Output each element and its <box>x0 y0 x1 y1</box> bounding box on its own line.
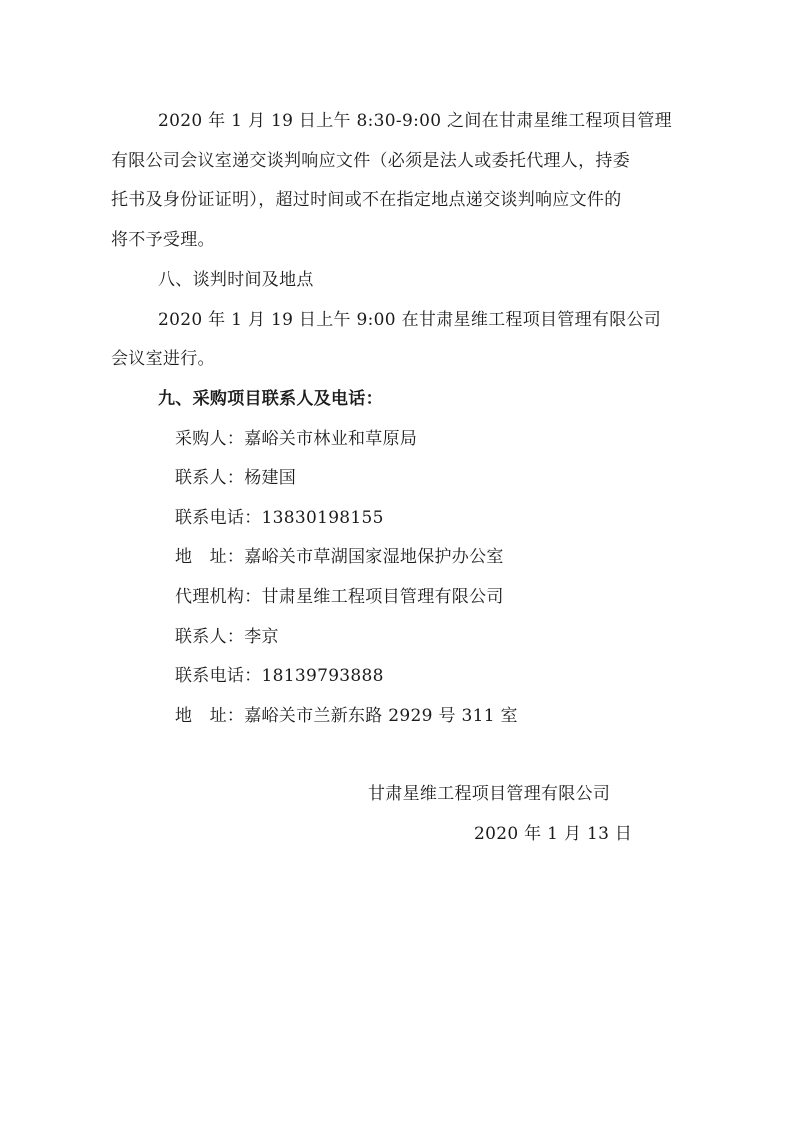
para1-line1: 2020 年 1 月 19 日上午 8:30-9:00 之间在甘肃星维工程项目管理 <box>158 111 672 131</box>
para1-line4: 将不予受理。 <box>111 230 215 250</box>
purchaser-address-line: 地 址：嘉峪关市草湖国家湿地保护办公室 <box>175 547 504 567</box>
signature-company: 甘肃星维工程项目管理有限公司 <box>368 784 611 804</box>
para1-line2: 有限公司会议室递交谈判响应文件（必须是法人或委托代理人，持委 <box>111 151 630 171</box>
para1-line3: 托书及身份证证明），超过时间或不在指定地点递交谈判响应文件的 <box>111 190 622 210</box>
purchaser-phone-line: 联系电话：13830198155 <box>175 508 384 528</box>
section8-line1: 2020 年 1 月 19 日上午 9:00 在甘肃星维工程项目管理有限公司 <box>158 310 662 330</box>
purchaser-line: 采购人：嘉峪关市林业和草原局 <box>175 429 418 449</box>
purchaser-contact-line: 联系人：杨建国 <box>175 468 297 488</box>
agency-address-line: 地 址：嘉峪关市兰新东路 2929 号 311 室 <box>175 706 518 726</box>
signature-date: 2020 年 1 月 13 日 <box>474 824 633 844</box>
agency-contact-line: 联系人：李京 <box>175 627 279 647</box>
agency-line: 代理机构：甘肃星维工程项目管理有限公司 <box>175 587 504 607</box>
section8-line2: 会议室进行。 <box>111 349 215 369</box>
agency-phone-line: 联系电话：18139793888 <box>175 666 384 686</box>
section9-heading: 九、采购项目联系人及电话： <box>158 389 383 409</box>
section8-heading: 八、谈判时间及地点 <box>158 270 314 290</box>
